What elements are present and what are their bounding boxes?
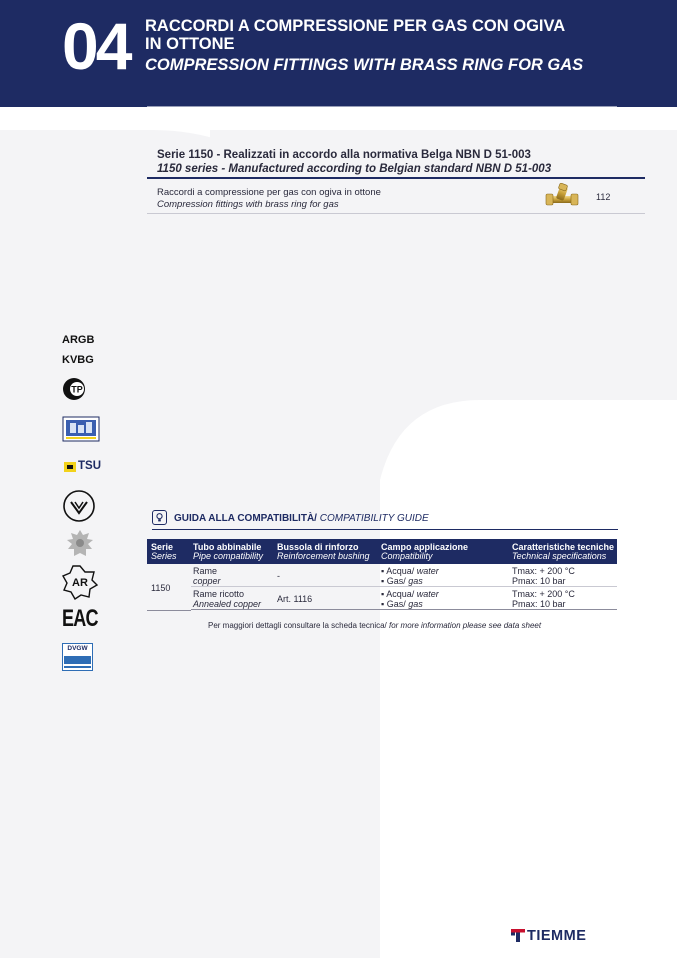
application-gas bbox=[381, 600, 439, 610]
product-description-italian: Raccordi a compressione per gas con ogiva in ottone bbox=[157, 187, 381, 198]
data-sheet-note bbox=[208, 621, 541, 630]
table-row bbox=[191, 587, 617, 610]
tiemme-brand: TIEMME bbox=[527, 928, 587, 944]
tsu-cert bbox=[64, 460, 114, 474]
application-gas-it: ▪ Gas/ bbox=[381, 575, 406, 586]
table-body bbox=[147, 564, 617, 611]
lightbulb-icon bbox=[152, 510, 167, 525]
pipe-italian: Rame ricotto bbox=[193, 589, 245, 599]
eac-label: EAC bbox=[62, 605, 98, 632]
pipe-cell bbox=[193, 567, 221, 586]
bushing-cell: Art. 1116 bbox=[277, 594, 313, 604]
cert-kvbg: KVBG bbox=[62, 354, 94, 366]
header-pipe bbox=[193, 543, 263, 561]
note-italian: Per maggiori dettagli consultare la scheda tecnica/ bbox=[208, 621, 387, 630]
series-heading bbox=[157, 148, 645, 176]
dvgw-cert bbox=[62, 643, 93, 671]
guide-title-english: COMPATIBILITY GUIDE bbox=[319, 513, 429, 524]
tsu-label: TSU bbox=[78, 460, 101, 472]
pipe-cell bbox=[193, 590, 261, 609]
specs-cell bbox=[512, 567, 575, 586]
ar-cert-icon bbox=[62, 564, 98, 600]
tiemme-logo-mark-icon bbox=[511, 929, 525, 942]
eac-cert bbox=[62, 606, 102, 632]
pipe-english: copper bbox=[193, 575, 221, 586]
chapter-title-italian: RACCORDI A COMPRESSIONE PER GAS CON OGIVA IN OTTONE bbox=[145, 17, 565, 53]
dvgw-label: DVGW bbox=[67, 645, 88, 652]
series-title-english: 1150 series - Manufactured according to Belgian standard NBN D 51-003 bbox=[157, 163, 552, 175]
brass-fitting-image bbox=[545, 183, 579, 211]
header-specs-en: Technical specifications bbox=[512, 551, 607, 561]
application-cell bbox=[381, 567, 439, 586]
header-application-en: Compatibility bbox=[381, 551, 433, 561]
dvgw-stripe-lower bbox=[64, 666, 91, 668]
dvgw-stripe bbox=[64, 656, 91, 664]
application-water-en: water bbox=[416, 566, 439, 576]
application-gas bbox=[381, 577, 439, 587]
header-specs bbox=[512, 543, 614, 561]
header-bushing-it: Bussola di rinforzo bbox=[277, 542, 359, 552]
gost-r-cert-icon bbox=[62, 376, 92, 402]
product-row[interactable] bbox=[147, 180, 645, 214]
application-water-it: ▪ Acqua/ bbox=[381, 589, 415, 599]
tmax-value: Tmax: + 200 °C bbox=[512, 566, 575, 576]
tsu-flag-icon bbox=[64, 462, 76, 472]
application-gas-en: gas bbox=[408, 575, 423, 586]
pipe-english: Annealed copper bbox=[193, 598, 262, 609]
product-description-english: Compression fittings with brass ring for gas bbox=[157, 199, 339, 210]
application-water-it: ▪ Acqua/ bbox=[381, 566, 415, 576]
header-pipe-en: Pipe compatibility bbox=[193, 551, 264, 561]
header-bushing bbox=[277, 543, 370, 561]
series-divider bbox=[147, 177, 645, 179]
bushing-cell: - bbox=[277, 571, 280, 581]
application-water-en: water bbox=[416, 589, 439, 599]
application-gas-it: ▪ Gas/ bbox=[381, 598, 406, 609]
header-series-en: Series bbox=[151, 551, 177, 561]
ukraine-cert-icon bbox=[62, 489, 96, 523]
header-application bbox=[381, 543, 468, 561]
application-cell bbox=[381, 590, 439, 609]
chapter-number: 04 bbox=[62, 9, 130, 83]
header-bushing-en: Reinforcement bushing bbox=[277, 551, 370, 561]
tmax-value: Tmax: + 200 °C bbox=[512, 589, 575, 599]
chapter-title-english: COMPRESSION FITTINGS WITH BRASS RING FOR GAS bbox=[145, 56, 584, 74]
cert-argb: ARGB bbox=[62, 334, 95, 346]
svg-text:AR: AR bbox=[72, 577, 88, 589]
series-title-italian: Serie 1150 - Realizzati in accordo alla normativa Belga NBN D 51-003 bbox=[157, 149, 531, 161]
series-cell: 1150 bbox=[151, 583, 171, 593]
russian-eagle-cert-icon bbox=[62, 526, 98, 562]
note-english: for more information please see data sheet bbox=[389, 621, 542, 630]
compatibility-guide-heading bbox=[152, 510, 618, 530]
chapter-header bbox=[0, 0, 677, 107]
header-divider bbox=[147, 106, 617, 108]
application-gas-en: gas bbox=[408, 598, 423, 609]
header-pipe-it: Tubo abbinabile bbox=[193, 542, 262, 552]
pmax-value: Pmax: 10 bar bbox=[512, 575, 566, 586]
page-reference[interactable]: 112 bbox=[596, 192, 611, 202]
table-header bbox=[147, 539, 617, 564]
header-application-it: Campo applicazione bbox=[381, 542, 469, 552]
svg-text:TP: TP bbox=[71, 384, 83, 395]
header-specs-it: Caratteristiche tecniche bbox=[512, 542, 615, 552]
table-row bbox=[191, 564, 617, 587]
pipe-italian: Rame bbox=[193, 566, 218, 576]
header-series-it: Serie bbox=[151, 542, 174, 552]
pmax-value: Pmax: 10 bar bbox=[512, 598, 566, 609]
building-cert-icon bbox=[62, 416, 102, 442]
table-bottom-rule bbox=[147, 610, 191, 611]
compatibility-guide-title bbox=[174, 513, 429, 524]
header-series bbox=[151, 543, 177, 561]
specs-cell bbox=[512, 590, 575, 609]
guide-title-italian: GUIDA ALLA COMPATIBILITÀ/ bbox=[174, 513, 317, 524]
